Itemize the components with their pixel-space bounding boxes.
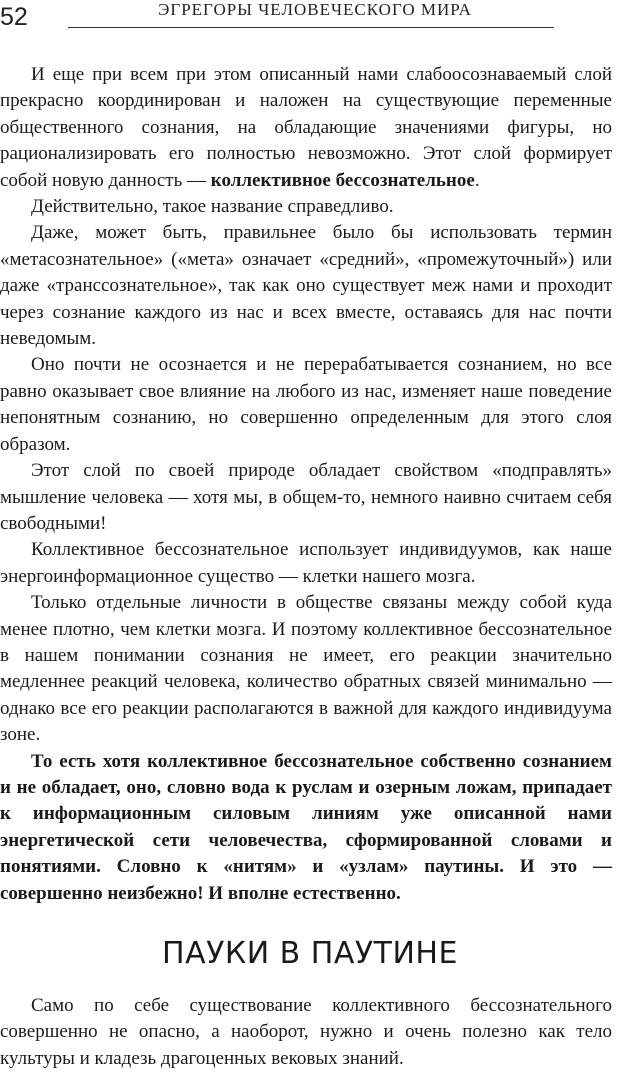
- paragraph-1: [0, 62, 612, 194]
- header-rule: [68, 27, 554, 28]
- section-body-text: [0, 993, 612, 1072]
- paragraph-4: Оно почти не осознается и не перерабатывается сознанием, но все равно оказывает свое влияние на любого из нас, изменяет наше поведение непонятным сознанию, но совершенно определенным для этого слоя образом.: [0, 354, 612, 455]
- section-paragraph-1: Само по себе существование коллективного бессознательного совершенно не опасно, а наоборот, нужно и очень полезно как тело культуры и кладезь драгоценных вековых знаний.: [0, 995, 612, 1069]
- page-number: 52: [0, 3, 28, 31]
- section-title: ПАУКИ В ПАУТИНЕ: [162, 936, 458, 971]
- paragraph-7: Только отдельные личности в обществе связаны между собой куда менее плотно, чем клетки мозга. И поэтому коллективное бессознательное в нашем понимании сознания не имеет, его реакции значительно медленнее реакций человека, количество обратных связей минимально — однако все его реакции располагаются в важной для каждого индивидуума зоне.: [0, 592, 612, 746]
- paragraph-6: Коллективное бессознательное использует индивидуумов, как наше энергоинформационное существо — клетки нашего мозга.: [0, 539, 612, 587]
- paragraph-1-end: .: [474, 169, 480, 191]
- running-title: ЭГРЕГОРЫ ЧЕЛОВЕЧЕСКОГО МИРА: [158, 0, 472, 19]
- body-text: [0, 62, 612, 907]
- paragraph-5: Этот слой по своей природе обладает свойством «подправлять» мышление человека — хотя мы, в общем-то, немного наивно считаем себя свободными!: [0, 460, 612, 534]
- paragraph-3: Даже, может быть, правильнее было бы использовать термин «метасознательное» («мета» означает «средний», «промежуточный») или даже «транссознательное», так как оно существует меж нами и проходит через сознание каждого из нас и всех вместе, оставаясь для нас почти неведомым.: [0, 222, 612, 350]
- paragraph-1-bold-term: коллективное бессознательное: [210, 169, 475, 191]
- paragraph-8-bold: То есть хотя коллективное бессознательное собственно сознанием и не обладает, оно, словно вода к руслам и озерным ложам, припадает к информационным силовым линиям уже описанной нами энергетической сети человечества, сформированной словами и понятиями. Словно к «нитям» и «узлам» паутины. И это — совершенно неизбежно! И вполне естественно.: [0, 750, 612, 904]
- paragraph-2: Действительно, такое название справедливо.: [31, 196, 394, 218]
- paragraph-1-text: И еще при всем при этом описанный нами слабоосознаваемый слой прекрасно координирован и наложен на существующие переменные общественного сознания, на обладающие значениями фигуры, но рационализировать его полностью невозможно. Этот слой формирует собой новую данность —: [0, 64, 612, 191]
